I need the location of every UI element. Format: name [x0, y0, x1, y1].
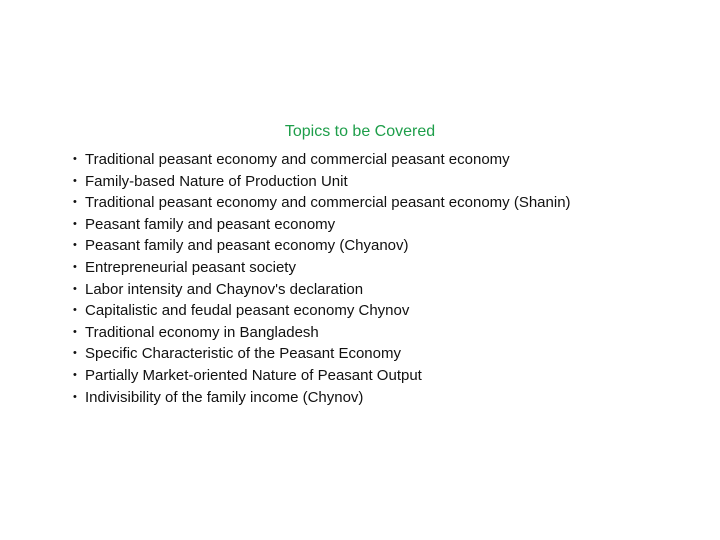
topic-text: Peasant family and peasant economy — [85, 215, 336, 233]
bullet-icon: • — [73, 390, 77, 403]
topic-text: Traditional economy in Bangladesh — [85, 323, 319, 341]
bullet-icon: • — [73, 174, 77, 187]
topic-item — [73, 300, 571, 322]
bullet-icon: • — [73, 282, 77, 295]
topic-item — [73, 192, 571, 214]
topic-list — [73, 149, 571, 408]
topic-text: Traditional peasant economy and commercial peasant economy (Shanin) — [85, 194, 571, 212]
topic-item — [73, 343, 571, 365]
topic-text: Entrepreneurial peasant society — [85, 258, 296, 276]
bullet-icon: • — [73, 196, 77, 209]
topic-item — [73, 322, 571, 344]
topic-text: Peasant family and peasant economy (Chyanov) — [85, 237, 409, 255]
topic-item — [73, 279, 571, 301]
topic-item — [73, 235, 571, 257]
bullet-icon: • — [73, 260, 77, 273]
topic-item — [73, 171, 571, 193]
topic-item — [73, 257, 571, 279]
topic-item — [73, 149, 571, 171]
bullet-icon: • — [73, 153, 77, 165]
topic-text: Family-based Nature of Production Unit — [85, 172, 348, 190]
topic-text: Indivisibility of the family income (Chynov) — [85, 388, 364, 406]
topic-text: Capitalistic and feudal peasant economy Chynov — [85, 302, 410, 320]
slide-title: Topics to be Covered — [284, 123, 436, 140]
bullet-icon: • — [73, 239, 77, 252]
bullet-icon: • — [73, 217, 77, 230]
topic-item — [73, 214, 571, 236]
bullet-icon: • — [73, 368, 77, 381]
bullet-icon: • — [73, 347, 77, 360]
bullet-icon: • — [73, 304, 77, 317]
topic-item — [73, 387, 571, 409]
topic-item — [73, 365, 571, 387]
topic-text: Specific Characteristic of the Peasant Economy — [85, 345, 401, 363]
topic-text: Labor intensity and Chaynov's declaration — [85, 280, 364, 298]
bullet-icon: • — [73, 325, 77, 338]
topic-text: Traditional peasant economy and commercial peasant economy — [85, 151, 510, 168]
topic-text: Partially Market-oriented Nature of Peasant Output — [85, 366, 422, 384]
